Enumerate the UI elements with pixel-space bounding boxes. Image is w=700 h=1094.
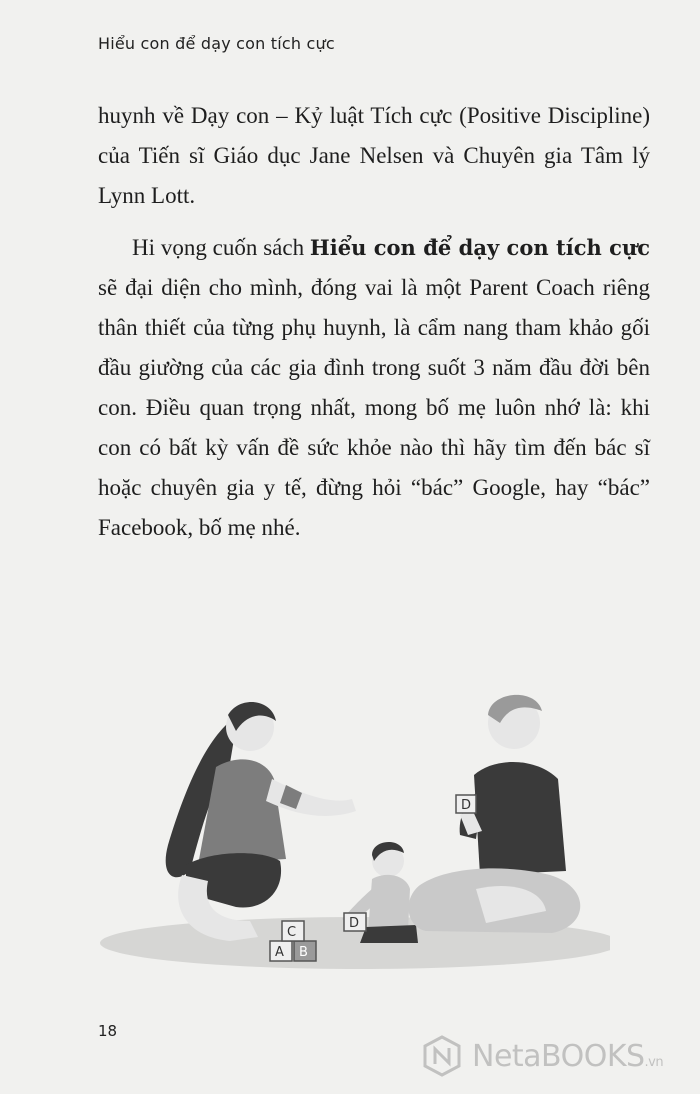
paragraph-1: huynh về Dạy con – Kỷ luật Tích cực (Positive Discipline) của Tiến sĩ Giáo dục Jane Nelsen và Chuyên gia Tâm lý Lynn Lott.	[98, 103, 650, 208]
block-b: B	[299, 945, 308, 960]
mother-figure	[166, 702, 356, 941]
running-title: Hiểu con để dạy con tích cực	[98, 34, 335, 53]
paragraph-2	[98, 228, 650, 548]
watermark-brand: NetaBOOKS	[472, 1038, 645, 1074]
block-c: C	[287, 925, 297, 940]
paragraph-2-rest: sẽ đại diện cho mình, đóng vai là một Parent Coach riêng thân thiết của từng phụ huynh, là cẩm nang tham khảo gối đầu giường của các gia đình trong suốt 3 năm đầu đời bên con. Điều quan trọng nhất, mong bố mẹ luôn nhớ là: khi con có bất kỳ vấn đề sức khỏe nào thì hãy tìm đến bác sĩ hoặc chuyên gia y tế, đừng hỏi “bác” Google, hay “bác” Facebook, bố mẹ nhé.	[98, 275, 650, 540]
book-title-bold: Hiểu con để dạy con tích cực	[309, 235, 650, 260]
watermark-suffix: .vn	[644, 1054, 664, 1070]
father-figure	[409, 695, 581, 933]
netabooks-logo-icon	[420, 1034, 464, 1078]
body-text	[98, 96, 650, 548]
netabooks-watermark	[420, 1032, 690, 1080]
block-d-child: D	[349, 916, 360, 931]
child-figure	[342, 842, 418, 943]
block-a: A	[275, 945, 284, 960]
page-number: 18	[98, 1022, 118, 1040]
family-illustration	[90, 675, 610, 975]
block-d-father: D	[461, 798, 472, 813]
paragraph-2-lead: Hi vọng cuốn sách	[132, 235, 310, 260]
